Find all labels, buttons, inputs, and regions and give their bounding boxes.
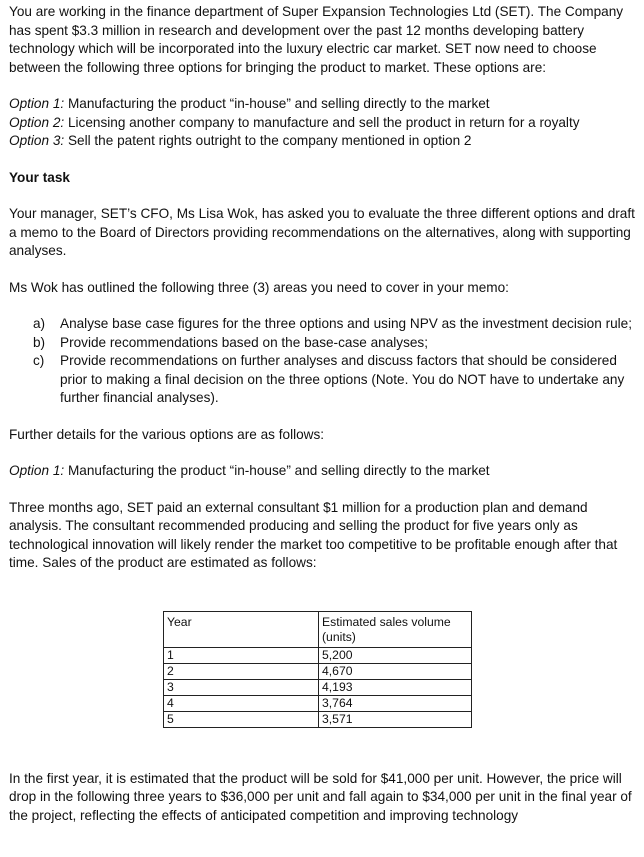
column-header-year: Year — [164, 611, 319, 647]
table-header-row — [164, 611, 472, 647]
option-2-label: Option 2: — [9, 114, 65, 130]
table-cell-year: 4 — [164, 695, 319, 711]
table-row — [164, 679, 472, 695]
option-2-line — [9, 114, 636, 133]
task-list — [9, 315, 636, 408]
table-row — [164, 647, 472, 663]
task-marker-b: b) — [33, 334, 46, 350]
your-task-heading: Your task — [9, 169, 70, 185]
table-cell-volume: 4,193 — [319, 679, 472, 695]
option-1-heading-text: Manufacturing the product “in-house” and selling directly to the market — [67, 463, 490, 478]
table-cell-volume: 3,571 — [319, 711, 472, 727]
further-details-paragraph: Further details for the various options are as follows: — [9, 426, 325, 442]
consultant-paragraph: Three months ago, SET paid an external consultant $1 million for a production plan and demand analysis. The consultant recommended producing and selling the product for five years only as technological innovation will likely render the market too competitive to be profitable enough after that time. Sales of the product are estimated as follows: — [9, 499, 618, 570]
table-cell-year: 1 — [164, 647, 319, 663]
table-cell-year: 5 — [164, 711, 319, 727]
option-3-line — [9, 132, 636, 151]
option-1-text: Manufacturing the product “in-house” and selling directly to the market — [67, 96, 490, 111]
intro-paragraph: You are working in the finance department of Super Expansion Technologies Ltd (SET). The Company has spent $3.3 million in research and development over the past 12 months developing battery technology which will be incorporated into the luxury electric car market. SET now need to choose between the following three options for bringing the product to market. These options are: — [9, 4, 624, 75]
table-cell-year: 3 — [164, 679, 319, 695]
option-1-label: Option 1: — [9, 96, 65, 111]
task-text-c: Provide recommendations on further analyses and discuss factors that should be considered prior to making a final decision on the three options (Note. You do NOT have to undertake any further financial analyses). — [60, 353, 625, 405]
table-row — [164, 711, 472, 727]
option-3-label: Option 3: — [9, 133, 65, 148]
table-cell-volume: 3,764 — [319, 695, 472, 711]
option-1-heading — [9, 462, 636, 481]
sales-volume-table — [163, 611, 472, 728]
option-3-text: Sell the patent rights outright to the company mentioned in option 2 — [67, 133, 472, 148]
options-list — [9, 95, 636, 151]
task-marker-c: c) — [33, 353, 45, 368]
column-header-volume: Estimated sales volume (units) — [319, 611, 472, 647]
table-cell-year: 2 — [164, 663, 319, 679]
task-text-b: Provide recommendations based on the base-case analyses; — [60, 334, 429, 350]
outline-paragraph: Ms Wok has outlined the following three (3) areas you need to cover in your memo: — [9, 279, 509, 295]
table-cell-volume: 4,670 — [319, 663, 472, 679]
option-1-line — [9, 95, 636, 114]
table-cell-volume: 5,200 — [319, 647, 472, 663]
task-item-c — [33, 352, 636, 408]
task-item-a — [33, 315, 636, 334]
first-year-price-paragraph: In the first year, it is estimated that the product will be sold for $41,000 per unit. However, the price will drop in the following three years to $36,000 per unit and fall again to $34,000 per unit in the final year of the project, reflecting the effects of anticipated competition and improving technology — [9, 770, 632, 823]
manager-paragraph: Your manager, SET’s CFO, Ms Lisa Wok, has asked you to evaluate the three different options and draft a memo to the Board of Directors providing recommendations on the alternatives, along with supporting analyses. — [9, 206, 635, 258]
option-1-heading-label: Option 1: — [9, 463, 65, 478]
task-item-b — [33, 334, 636, 353]
table-row — [164, 695, 472, 711]
table-row — [164, 663, 472, 679]
task-text-a: Analyse base case figures for the three options and using NPV as the investment decision rule; — [60, 316, 633, 331]
option-2-text: Licensing another company to manufacture and sell the product in return for a royalty — [67, 114, 580, 130]
task-marker-a: a) — [33, 316, 46, 331]
